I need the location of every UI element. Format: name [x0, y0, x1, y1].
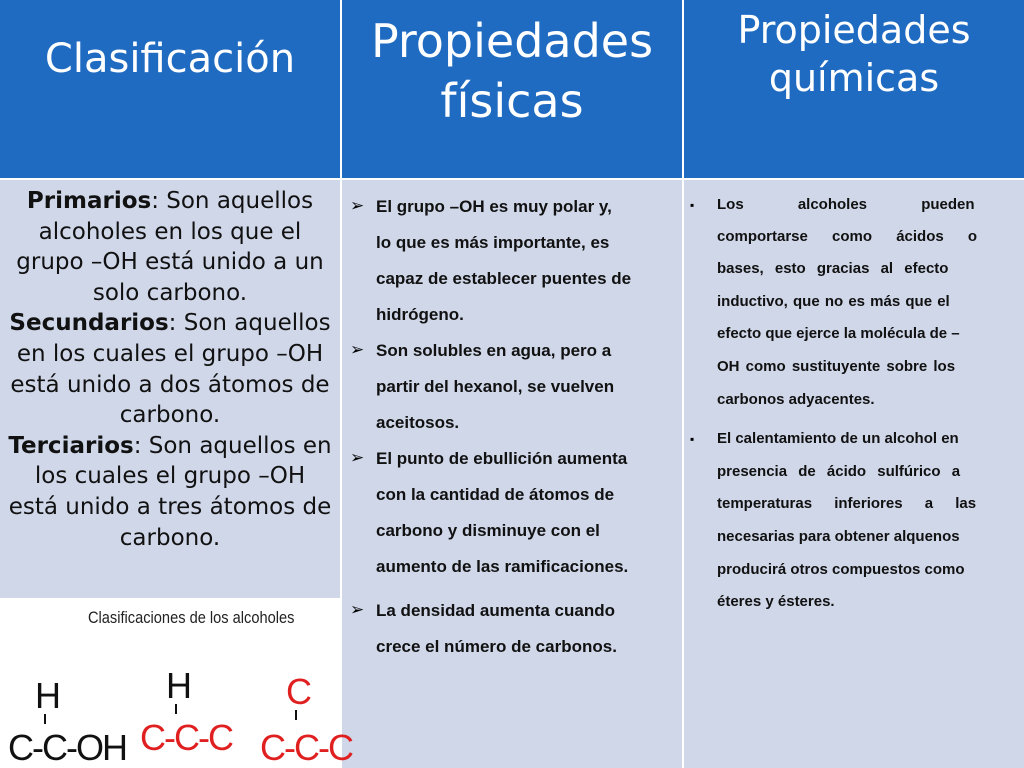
bullet-square-icon: ▪ [690, 432, 695, 446]
physical-line: El grupo –OH es muy polar y, [376, 197, 612, 216]
chemical-line: temperaturas inferiores a las [717, 495, 977, 512]
header-chemical-title-line1: Propiedades [737, 8, 971, 52]
classification-line: grupo –OH está unido a un [16, 249, 324, 276]
chemical-line: presencia de ácido sulfúrico a [717, 463, 961, 480]
primary-formula: C-C-OH [8, 727, 126, 768]
bullet-square-icon: ▪ [690, 198, 695, 212]
physical-line: lo que es más importante, es [376, 233, 610, 252]
physical-line: El punto de ebullición aumenta [376, 449, 628, 468]
secondary-formula: C-C-C [140, 717, 232, 758]
chemical-line: Los alcoholes pueden [717, 196, 975, 213]
header-chemical-title-line2: químicas [768, 56, 940, 100]
bullet-arrow-icon: ➢ [350, 600, 365, 619]
physical-line: La densidad aumenta cuando [376, 601, 615, 620]
primary-top-atom: H [35, 675, 61, 716]
image-title: Clasificaciones de los alcoholes [88, 608, 295, 627]
physical-line: con la cantidad de átomos de [376, 485, 615, 504]
chemical-line: necesarias para obtener alquenos [717, 528, 960, 545]
header-physical-title-line2: físicas [440, 74, 584, 128]
classification-line: está unido a dos átomos de [10, 371, 330, 398]
bullet-arrow-icon: ➢ [350, 196, 365, 215]
physical-line: aceitosos. [376, 413, 460, 432]
structural-formulas [0, 598, 352, 768]
classification-line: Terciarios: Son aquellos en [8, 432, 332, 459]
chemical-line: efecto que ejerce la molécula de – [717, 325, 960, 342]
physical-line: Son solubles en agua, pero a [376, 341, 612, 360]
classification-line: Primarios: Son aquellos [26, 188, 314, 214]
classification-line: los cuales el grupo –OH [34, 463, 306, 490]
chemical-line: inductivo, que no es más que el [717, 293, 950, 310]
secondary-top-atom: H [166, 665, 192, 706]
classification-line: solo carbono. [92, 279, 248, 306]
classification-line: Secundarios: Son aquellos [9, 310, 331, 337]
tertiary-top-atom: C [286, 671, 312, 712]
classification-line: carbono. [119, 402, 221, 429]
physical-line: capaz de establecer puentes de [376, 269, 632, 288]
chemical-line: éteres y ésteres. [717, 593, 835, 610]
classification-line: alcoholes en los que el [38, 218, 302, 245]
tertiary-formula: C-C-C [260, 727, 352, 768]
header-physical-title-line1: Propiedades [370, 14, 654, 68]
classification-text [0, 186, 340, 553]
physical-line: crece el número de carbonos. [376, 637, 617, 656]
classification-line: en los cuales el grupo –OH [16, 340, 324, 367]
chemical-line: producirá otros compuestos como [717, 561, 965, 578]
header-classification-title: Clasificación [44, 36, 296, 82]
classification-line: está unido a tres átomos de [8, 493, 332, 520]
chemical-line: OH como sustituyente sobre los [717, 358, 956, 375]
alcohol-classification-image [0, 598, 352, 768]
physical-line: hidrógeno. [376, 305, 464, 324]
chemical-line: El calentamiento de un alcohol en [717, 430, 959, 447]
bullet-arrow-icon: ➢ [350, 448, 365, 467]
chemical-line: bases, esto gracias al efecto [717, 260, 949, 277]
classification-line: carbono. [119, 524, 221, 551]
bullet-arrow-icon: ➢ [350, 340, 365, 359]
physical-line: aumento de las ramificaciones. [376, 557, 629, 576]
physical-line: partir del hexanol, se vuelven [376, 377, 615, 396]
chemical-line: carbonos adyacentes. [717, 391, 875, 408]
chemical-line: comportarse como ácidos o [717, 228, 978, 245]
header-classification [0, 0, 340, 178]
physical-line: carbono y disminuye con el [376, 521, 600, 540]
